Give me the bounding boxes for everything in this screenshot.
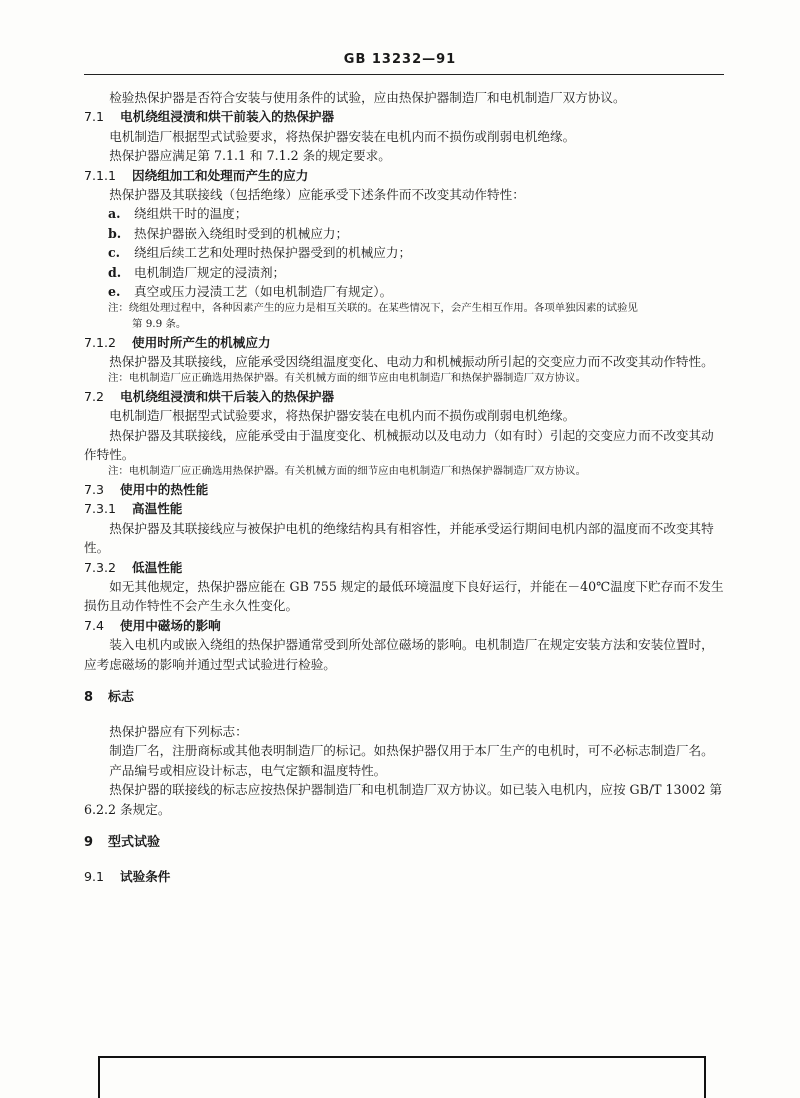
- section-heading: [84, 166, 724, 185]
- section-title: 因绕组加工和处理而产生的应力: [132, 167, 309, 183]
- section-title: 使用时所产生的机械应力: [132, 334, 271, 350]
- list-item: [84, 263, 724, 282]
- list-item-label: e.: [108, 283, 121, 299]
- section-heading: [84, 616, 724, 635]
- note-continuation: 第 9.9 条。: [132, 317, 187, 330]
- list-item-label: d.: [108, 264, 122, 280]
- chapter-title: 标志: [108, 689, 135, 705]
- paragraph: 如无其他规定，热保护器应能在 GB 755 规定的最低环境温度下良好运行，并能在－40℃温度下贮存而不发生损伤且动作特性不会产生永久性变化。: [84, 579, 724, 614]
- header-rule: [84, 74, 724, 75]
- section-heading: [84, 107, 724, 126]
- list-item-label: b.: [108, 225, 122, 241]
- section-heading: [84, 387, 724, 406]
- section-heading: [84, 499, 724, 518]
- section-number: 7.3: [84, 482, 105, 498]
- paragraph: 热保护器及其联接线，应能承受由于温度变化、机械振动以及电动力（如有时）引起的交变应力而不改变其动作特性。: [84, 427, 714, 463]
- list-item-text: 热保护器嵌入绕组时受到的机械应力；: [134, 225, 349, 241]
- list-item: [84, 224, 724, 243]
- bottom-frame: [98, 1056, 706, 1098]
- chapter-title: 型式试验: [108, 834, 161, 850]
- section-title: 使用中磁场的影响: [120, 617, 221, 633]
- paragraph: 热保护器应有下列标志：: [109, 724, 248, 739]
- paragraph: 制造厂名，注册商标或其他表明制造厂的标记。如热保护器仅用于本厂生产的电机时，可不必标志制造厂名。: [109, 743, 714, 759]
- paragraph: 热保护器应满足第 7.1.1 和 7.1.2 条的规定要求。: [109, 148, 391, 164]
- spacer: [84, 674, 724, 688]
- list-item-text: 电机制造厂规定的浸渍剂；: [134, 264, 286, 280]
- paragraph: 电机制造厂根据型式试验要求，将热保护器安装在电机内而不损伤或削弱电机绝缘。: [109, 128, 576, 144]
- note: 注：绕组处理过程中，各种因素产生的应力是相互关联的。在某些情况下，会产生相互作用。各项单独因素的试验见: [108, 302, 638, 315]
- list-item: [84, 243, 724, 262]
- document-body: [84, 88, 724, 886]
- chapter-heading: [84, 833, 724, 853]
- list-item: [84, 282, 724, 301]
- section-number: 7.1.2: [84, 334, 117, 350]
- list-item-label: a.: [108, 206, 121, 222]
- paragraph: 热保护器及其联接线，应能承受因绕组温度变化、电动力和机械振动所引起的交变应力而不改变其动作特性。: [109, 353, 714, 369]
- section-heading: [84, 867, 724, 886]
- section-number: 7.1.1: [84, 167, 117, 183]
- section-number: 7.3.1: [84, 501, 117, 517]
- list-item-text: 绕组后续工艺和处理时热保护器受到的机械应力；: [134, 245, 412, 261]
- list-item: [84, 204, 724, 223]
- section-title: 高温性能: [132, 501, 183, 517]
- chapter-heading: [84, 688, 724, 708]
- paragraph: 热保护器及其联接线应与被保护电机的绝缘结构具有相容性，并能承受运行期间电机内部的温度而不改变其特性。: [84, 520, 714, 556]
- section-title: 试验条件: [120, 868, 171, 884]
- section-title: 电机绕组浸渍和烘干后装入的热保护器: [120, 388, 335, 404]
- section-title: 使用中的热性能: [120, 482, 209, 498]
- standard-code-header: GB 13232—91: [343, 52, 457, 67]
- spacer: [84, 708, 724, 722]
- section-heading: [84, 558, 724, 577]
- paragraph: 产品编号或相应设计标志，电气定额和温度特性。: [109, 762, 387, 778]
- paragraph: 装入电机内或嵌入绕组的热保护器通常受到所处部位磁场的影响。电机制造厂在规定安装方法和安装位置时，应考虑磁场的影响并通过型式试验进行检验。: [84, 637, 714, 672]
- paragraph: 检验热保护器是否符合安装与使用条件的试验，应由热保护器制造厂和电机制造厂双方协议。: [109, 90, 626, 105]
- section-heading: [84, 480, 724, 499]
- section-number: 9.1: [84, 868, 105, 884]
- section-number: 7.4: [84, 617, 105, 633]
- section-number: 7.1: [84, 109, 105, 125]
- chapter-number: 8: [84, 689, 94, 705]
- spacer: [84, 819, 724, 833]
- note: 注：电机制造厂应正确选用热保护器。有关机械方面的细节应由电机制造厂和热保护器制造厂双方协议。: [108, 372, 586, 385]
- section-number: 7.3.2: [84, 559, 117, 575]
- section-heading: [84, 333, 724, 352]
- section-title: 电机绕组浸渍和烘干前装入的热保护器: [120, 109, 335, 125]
- paragraph: 电机制造厂根据型式试验要求，将热保护器安装在电机内而不损伤或削弱电机绝缘。: [109, 408, 576, 424]
- list-item-text: 真空或压力浸渍工艺（如电机制造厂有规定）。: [134, 283, 393, 299]
- spacer: [84, 853, 724, 867]
- note: 注：电机制造厂应正确选用热保护器。有关机械方面的细节应由电机制造厂和热保护器制造厂双方协议。: [108, 465, 586, 478]
- section-title: 低温性能: [132, 559, 183, 575]
- section-number: 7.2: [84, 388, 105, 404]
- list-item-label: c.: [108, 245, 121, 261]
- paragraph: 热保护器的联接线的标志应按热保护器制造厂和电机制造厂双方协议。如已装入电机内，应按 GB/T 13002 第 6.2.2 条规定。: [84, 782, 723, 817]
- chapter-number: 9: [84, 834, 94, 850]
- paragraph: 热保护器及其联接线（包括绝缘）应能承受下述条件而不改变其动作特性：: [109, 186, 525, 202]
- list-item-text: 绕组烘干时的温度；: [134, 206, 248, 222]
